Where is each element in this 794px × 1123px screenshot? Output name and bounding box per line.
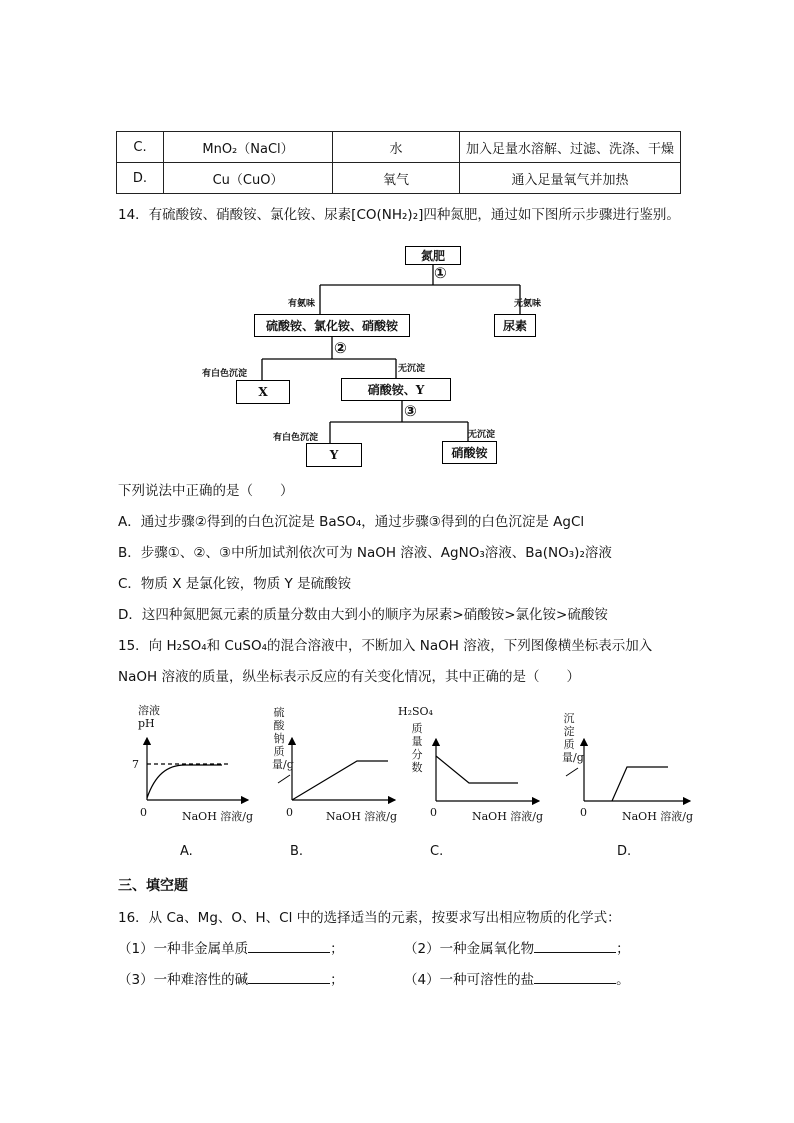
- cond-no-precipitate-2: 无沉淀: [468, 430, 496, 440]
- x-box: X: [236, 380, 290, 404]
- reagent-cell: 水: [333, 132, 460, 163]
- answer-blank[interactable]: [248, 940, 330, 953]
- answer-blank[interactable]: [248, 971, 330, 984]
- graph-b-xlabel: NaOH 溶液/g: [326, 810, 398, 823]
- q16-item-4: （4）一种可溶性的盐 。: [404, 972, 630, 988]
- row-label: D.: [117, 163, 164, 194]
- graph-b-option: B.: [290, 844, 304, 859]
- graph-b-ylabel: 硫酸钠质量/g: [272, 706, 294, 771]
- step1-marker: ①: [434, 264, 447, 282]
- q16-item-2: （2）一种金属氧化物 ；: [404, 941, 630, 957]
- graph-c-ylabel-formula: H₂SO₄: [398, 705, 433, 718]
- nitrogen-fertilizer-box: 氮肥: [405, 246, 461, 265]
- method-cell: 通入足量氧气并加热: [460, 163, 681, 194]
- graph-c-option: C.: [430, 844, 444, 859]
- graph-c-curve: [436, 756, 518, 783]
- graph-a-tick-7: 7: [132, 758, 139, 771]
- ammonium-nitrate-box: 硝酸铵: [442, 441, 497, 464]
- graph-d-ylabel: 沉淀质量/g: [562, 712, 584, 764]
- q16-item-3: （3）一种难溶性的碱 ；: [118, 972, 344, 988]
- step2-marker: ②: [334, 339, 347, 357]
- cond-no-precipitate: 无沉淀: [398, 364, 426, 374]
- graph-c-origin: 0: [430, 806, 437, 819]
- q14-option-b: B．步骤①、②、③中所加试剂依次可为 NaOH 溶液、AgNO₃溶液、Ba(NO₃)₂溶液: [118, 545, 612, 561]
- group2-box: 硝酸铵、Y: [341, 378, 451, 401]
- graph-d-option: D.: [617, 844, 632, 859]
- q15-stem-line2: NaOH 溶液的质量，纵坐标表示反应的有关变化情况，其中正确的是（ ）: [118, 669, 580, 685]
- graph-d-origin: 0: [580, 806, 587, 819]
- graph-b-origin: 0: [286, 806, 293, 819]
- substance-cell: MnO₂（NaCl）: [164, 132, 333, 163]
- cond-ammonia-smell: 有氨味: [288, 299, 316, 309]
- q14-option-c: C．物质 X 是氯化铵，物质 Y 是硫酸铵: [118, 576, 352, 592]
- graph-a-ylabel: 溶液pH: [138, 704, 160, 730]
- q16-stem: 16．从 Ca、Mg、O、H、Cl 中的选择适当的元素，按要求写出相应物质的化学式：: [118, 910, 621, 926]
- answer-blank[interactable]: [534, 940, 616, 953]
- graph-a-origin: 0: [140, 806, 147, 819]
- graph-a-xlabel: NaOH 溶液/g: [182, 810, 254, 823]
- graph-b-curve: [292, 761, 388, 800]
- cond-white-precipitate-2: 有白色沉淀: [273, 433, 319, 443]
- graph-a-axes: [147, 738, 248, 800]
- q14-option-a: A．通过步骤②得到的白色沉淀是 BaSO₄，通过步骤③得到的白色沉淀是 AgCl: [118, 514, 585, 530]
- cond-white-precipitate: 有白色沉淀: [202, 369, 248, 379]
- urea-box: 尿素: [494, 314, 536, 337]
- y-box: Y: [306, 443, 362, 467]
- graph-a-option: A.: [180, 844, 193, 859]
- graph-c-xlabel: NaOH 溶液/g: [472, 810, 544, 823]
- q15-stem-line1: 15．向 H₂SO₄和 CuSO₄的混合溶液中，不断加入 NaOH 溶液，下列图像横坐标表示加入: [118, 638, 653, 654]
- q14-stem: 14．有硫酸铵、硝酸铵、氯化铵、尿素[CO(NH₂)₂]四种氮肥，通过如下图所示步骤进行鉴别。: [118, 207, 680, 223]
- graph-a-curve: [147, 765, 222, 798]
- q16-item-1: （1）一种非金属单质 ；: [118, 941, 344, 957]
- graph-c-ylabel: 质量分数: [411, 722, 423, 774]
- group1-box: 硫酸铵、氯化铵、硝酸铵: [254, 314, 410, 337]
- substance-cell: Cu（CuO）: [164, 163, 333, 194]
- q14-prompt: 下列说法中正确的是（ ）: [118, 483, 294, 499]
- section-title: 三、填空题: [118, 878, 188, 894]
- graph-d-xlabel: NaOH 溶液/g: [622, 810, 694, 823]
- graph-d-curve: [612, 767, 668, 801]
- reagent-cell: 氧气: [333, 163, 460, 194]
- step3-marker: ③: [404, 402, 417, 420]
- row-label: C.: [117, 132, 164, 163]
- method-cell: 加入足量水溶解、过滤、洗涤、干燥: [460, 132, 681, 163]
- cond-no-ammonia-smell: 无氨味: [514, 299, 542, 309]
- answer-blank[interactable]: [534, 971, 616, 984]
- q14-option-d: D．这四种氮肥氮元素的质量分数由大到小的顺序为尿素>硝酸铵>氯化铵>硫酸铵: [118, 607, 608, 623]
